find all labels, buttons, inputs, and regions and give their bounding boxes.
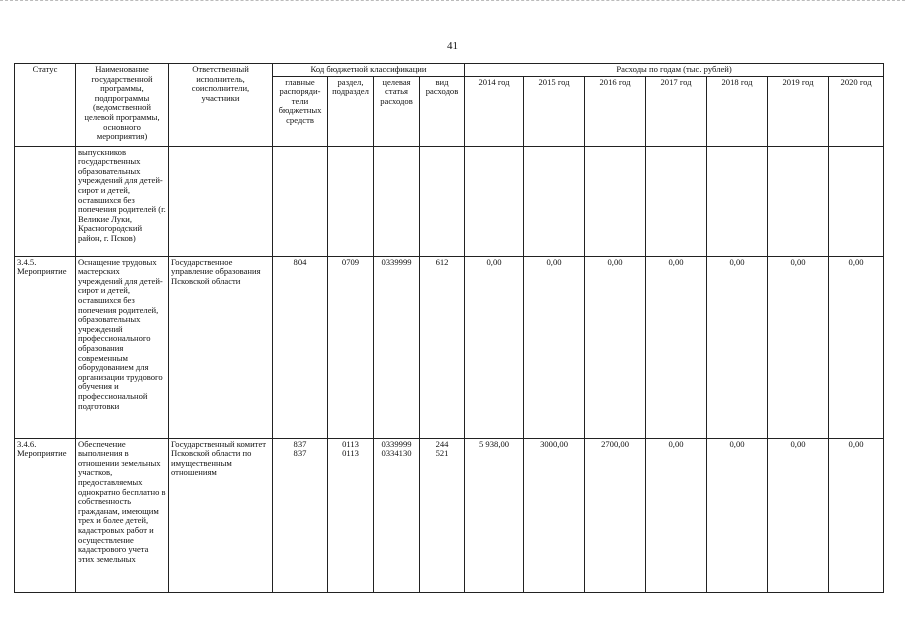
header-target: целевая статья расходов — [374, 76, 420, 146]
row-kind: 612 — [420, 256, 465, 438]
table-row — [15, 256, 884, 438]
row-value: 0,00 — [524, 256, 585, 438]
row-status: 3.4.5. Мероприятие — [15, 256, 76, 438]
row-grbs — [273, 146, 328, 256]
row-value: 0,00 — [829, 438, 884, 592]
row-value — [768, 146, 829, 256]
page-number: 41 — [447, 40, 458, 52]
header-year: 2020 год — [829, 76, 884, 146]
scan-edge-line — [0, 0, 905, 3]
row-value: 0,00 — [768, 438, 829, 592]
row-status — [15, 146, 76, 256]
row-value: 0,00 — [768, 256, 829, 438]
row-value: 0,00 — [646, 438, 707, 592]
table-row — [15, 146, 884, 256]
row-status: 3.4.6. Мероприятие — [15, 438, 76, 592]
row-value — [707, 146, 768, 256]
header-expenses: Расходы по годам (тыс. рублей) — [465, 64, 884, 77]
row-kind — [420, 146, 465, 256]
row-value — [585, 146, 646, 256]
row-value — [524, 146, 585, 256]
row-value: 2700,00 — [585, 438, 646, 592]
row-grbs: 804 — [273, 256, 328, 438]
header-section: раздел, подраздел — [328, 76, 374, 146]
table-row — [15, 438, 884, 592]
row-kind: 244 521 — [420, 438, 465, 592]
row-target: 0339999 — [374, 256, 420, 438]
row-value: 0,00 — [646, 256, 707, 438]
header-year: 2014 год — [465, 76, 524, 146]
row-responsible — [169, 146, 273, 256]
row-responsible: Государственный комитет Псковской области по имущественным отношениям — [169, 438, 273, 592]
row-value: 0,00 — [707, 438, 768, 592]
header-budget-code: Код бюджетной классификации — [273, 64, 465, 77]
row-section: 0709 — [328, 256, 374, 438]
row-value: 3000,00 — [524, 438, 585, 592]
row-target: 0339999 0334130 — [374, 438, 420, 592]
budget-table — [14, 63, 884, 593]
row-section: 0113 0113 — [328, 438, 374, 592]
row-name: Обеспечение выполнения в отношении земельных участков, предоставляемых однократно бесплатно в собственность гражданам, имеющим трех и более детей, кадастровых работ и осуществление кадастрового учета этих земельных — [76, 438, 169, 592]
header-year: 2015 год — [524, 76, 585, 146]
header-year: 2016 год — [585, 76, 646, 146]
row-name: выпускников государственных образовательных учреждений для детей-сирот и детей, оставшихся без попечения родителей (г. Великие Луки, Красногородский район, г. Псков) — [76, 146, 169, 256]
header-responsible: Ответственный исполнитель, соисполнители, участники — [169, 64, 273, 147]
header-status: Статус — [15, 64, 76, 147]
header-year: 2018 год — [707, 76, 768, 146]
row-value: 0,00 — [465, 256, 524, 438]
header-year: 2019 год — [768, 76, 829, 146]
row-value: 0,00 — [829, 256, 884, 438]
row-value: 0,00 — [707, 256, 768, 438]
row-responsible: Государственное управление образования Псковской области — [169, 256, 273, 438]
row-target — [374, 146, 420, 256]
row-value — [465, 146, 524, 256]
row-grbs: 837 837 — [273, 438, 328, 592]
row-section — [328, 146, 374, 256]
header-grbs: главные распоряди- тели бюджетных средств — [273, 76, 328, 146]
header-kind: вид расходов — [420, 76, 465, 146]
row-value: 5 938,00 — [465, 438, 524, 592]
row-name: Оснащение трудовых мастерских учреждений для детей-сирот и детей, оставшихся без попечения родителей, образовательных учреждений профессионального образования современным оборудованием для организации трудового обучения и профессиональной подготовки — [76, 256, 169, 438]
row-value — [829, 146, 884, 256]
header-year: 2017 год — [646, 76, 707, 146]
row-value — [646, 146, 707, 256]
header-name: Наименование государственной программы, подпрограммы (ведомственной целевой программы, основного мероприятия) — [76, 64, 169, 147]
row-value: 0,00 — [585, 256, 646, 438]
